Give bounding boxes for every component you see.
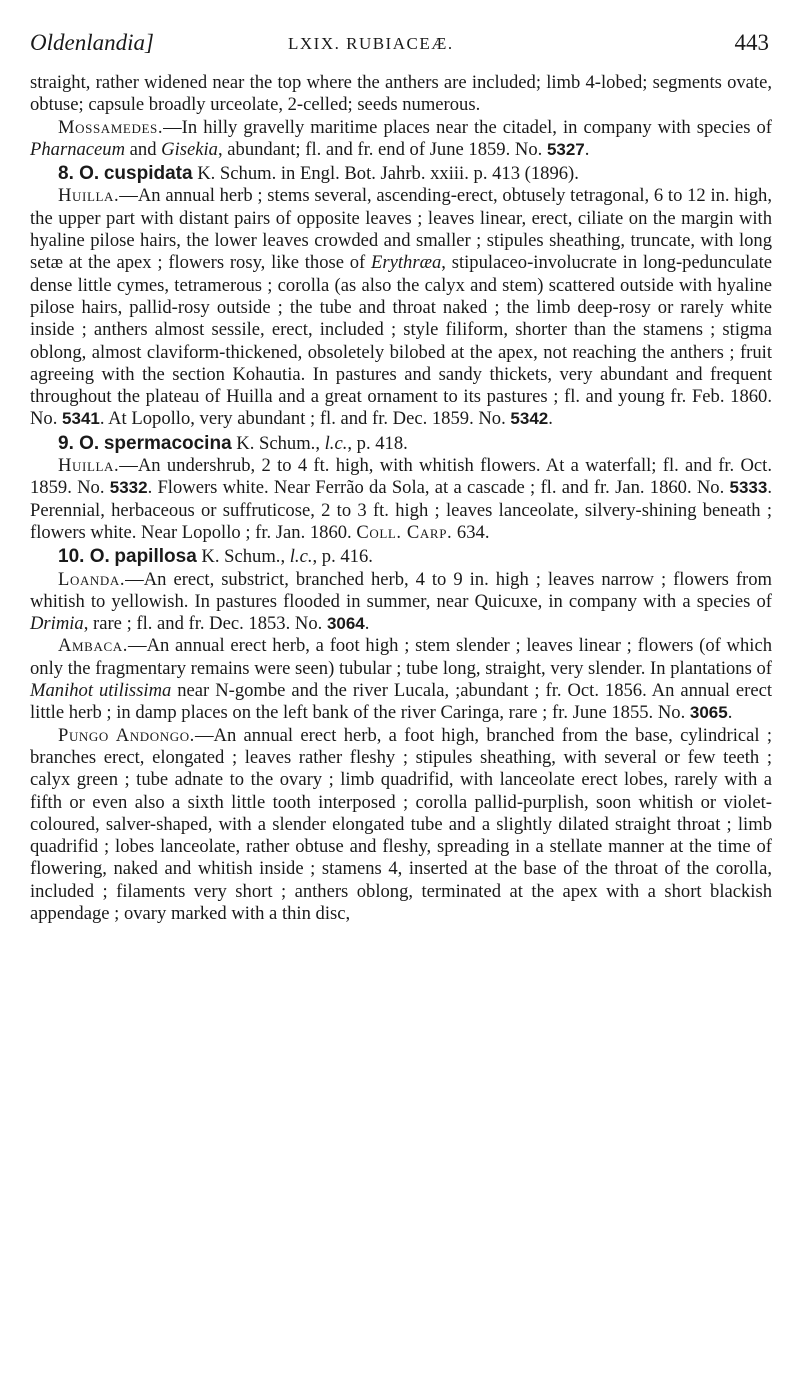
ambaca-paragraph: Ambaca.—An annual erect herb, a foot high ; stem slender ; leaves linear ; flowers (of which only the fragmentary remains were seen) tubular ; tube long, straight, very slender. In plantations of Manihot utilissima near N-gombe and the river Lucala, ;abundant ; fr. Oct. 1856. An annual erect little herb ; in damp places on the left bank of the river Caringa, rare ; fr. June 1855. No. 3065. (30, 635, 773, 724)
specimen-number: 5333 (729, 478, 768, 498)
intro-paragraph: straight, rather widened near the top where the anthers are included; limb 4-lobed; segments ovate, obtuse; capsule broadly urceolate, 2-celled; seeds numerous. (30, 72, 772, 116)
family-heading: LXIX. RUBIACEÆ. (288, 34, 454, 53)
locality-pungo-andongo: Pungo Andongo. (58, 724, 195, 746)
specimen-number: 5341 (62, 409, 100, 429)
species-name: papillosa (114, 546, 197, 568)
pungo-andongo-paragraph: Pungo Andongo.—An annual erect herb, a foot high, branched from the base, cylindrical ; branches erect, elongated ; leaves rather fleshy ; stipules sheathing, with several or few teeth ; calyx green ; tube adnate to the ovary ; limb quadrifid, with lanceolate erect lobes, rarely with a fifth or even also a sixth little tooth interposed ; corolla pallid-purplish, soon whitish or violet-coloured, salver-shaped, with a slender elongated tube and a slightly dilated straight throat ; limb quadrifid ; lobes lanceolate, rather obtuse and fleshy, spreading in a stellate manner at the time of flowering, naked and whitish inside ; stamens 4, inserted at the base of the throat of the corolla, included ; filaments very short ; anthers oblong, terminated at the apex with a short blackish appendage ; ovary marked with a thin disc, (30, 724, 772, 924)
mossamedes-paragraph: Mossamedes.—In hilly gravelly maritime places near the citadel, in company with species of Pharnaceum and Gisekia, abundant; fl. and fr. end of June 1859. No. 5327. (30, 116, 772, 160)
species-name: cuspidata (103, 163, 193, 185)
species-heading-8: 8. O. cuspidata K. Schum. in Engl. Bot. Jahrb. xxiii. p. 413 (1896). (58, 163, 579, 185)
page-header (30, 28, 769, 62)
page-number: 443 (734, 30, 769, 55)
locality-loanda: Loanda. (58, 568, 126, 590)
locality-mossamedes: Mossamedes. (58, 116, 164, 138)
huilla-paragraph-2: Huilla.—An undershrub, 2 to 4 ft. high, with whitish flowers. At a waterfall; fl. and fr. Oct. 1859. No. 5332. Flowers white. Near Ferrão da Sola, at a cascade ; fl. and fr. Jan. 1860. No. 5333. Perennial, herbaceous or suffruticose, 2 to 3 ft. high ; leaves lanceolate, silvery-shining beneath ; flowers white. Near Lopollo ; fr. Jan. 1860. Coll. Carp. 634. (30, 455, 772, 543)
species-heading-9: 9. O. spermacocina K. Schum., l.c., p. 418. (58, 432, 408, 454)
locality-ambaca: Ambaca. (58, 635, 128, 657)
specimen-number: 5327 (546, 139, 585, 159)
page-body (30, 72, 772, 925)
species-heading-10: 10. O. papillosa K. Schum., l.c., p. 416. (58, 546, 373, 568)
specimen-number: 3065 (689, 703, 728, 723)
specimen-number: 5342 (510, 409, 549, 429)
running-title: Oldenlandia] (30, 30, 154, 55)
specimen-number: 5332 (109, 478, 148, 498)
locality-huilla: Huilla. (58, 185, 120, 207)
specimen-number: 3064 (326, 614, 365, 634)
huilla-paragraph-1: Huilla.—An annual herb ; stems several, ascending-erect, obtusely tetragonal, 6 to 12 in. high, the upper part with distant pairs of opposite leaves ; leaves linear, erect, ciliate on the margin with hyaline pilose hairs, the lower leaves crowded and smaller ; stipules sheathing, truncate, with long setæ at the apex ; flowers rosy, like those of Erythræa, stipulaceo-involucrate in long-pedunculate dense little cymes, tetramerous ; corolla (as also the calyx and stem) scattered outside with hyaline pilose hairs, pallid-rosy outside ; the tube and throat naked ; the limb deep-rosy or rarely white inside ; anthers almost sessile, erect, included ; style filiform, shorter than the stamens ; stigma oblong, almost claviform-thickened, obsoletely bilobed at the apex, not reaching the anthers ; fruit agreeing with the section Kohautia. In pastures and sandy thickets, very abundant and frequent throughout the plateau of Huilla and a great ornament to its pastures ; fl. and young fr. Feb. 1860. No. 5341. At Lopollo, very abundant ; fl. and fr. Dec. 1859. No. 5342. (30, 185, 772, 430)
species-name: spermacocina (103, 432, 232, 454)
loanda-paragraph: Loanda.—An erect, substrict, branched herb, 4 to 9 in. high ; leaves narrow ; flowers from whitish to yellowish. In pastures flooded in summer, near Quicuxe, in company with a species of Drimia, rare ; fl. and fr. Dec. 1853. No. 3064. (30, 568, 772, 635)
locality-huilla: Huilla. (58, 455, 120, 477)
